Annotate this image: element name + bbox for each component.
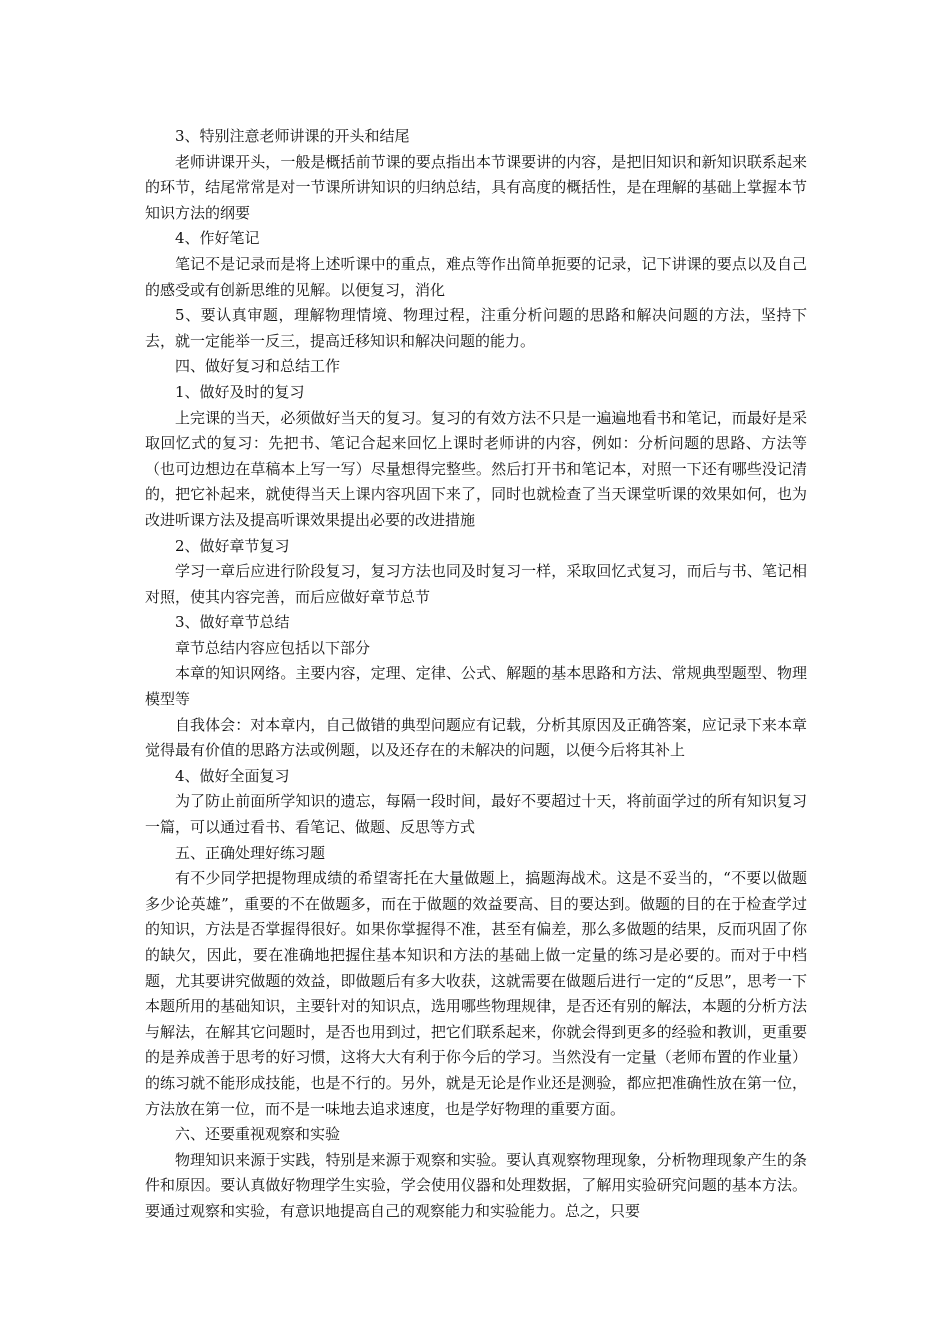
heading-4-take-notes: 4、作好笔记 (175, 229, 260, 248)
heading-2-chapter-review: 2、做好章节复习 (175, 536, 290, 555)
paragraph-summary-intro: 章节总结内容应包括以下部分 (175, 638, 371, 657)
paragraph-knowledge-network: 本章的知识网络。主要内容，定理、定律、公式、解题的基本思路和方法、常规典型题型、物理模型等 (145, 664, 807, 709)
heading-3-teacher-opening-ending: 3、特别注意老师讲课的开头和结尾 (175, 127, 410, 145)
heading-4-full-review: 4、做好全面复习 (175, 766, 290, 785)
paragraph-notes: 笔记不是记录而是将上述听课中的重点，难点等作出简单扼要的记录，记下讲课的要点以及自己的感受或有创新思维的见解。以便复习，消化 (145, 254, 807, 299)
paragraph-observation: 物理知识来源于实践，特别是来源于观察和实验。要认真观察物理现象，分析物理现象产生的条件和原因。要认真做好物理学生实验，学会使用仪器和处理数据，了解用实验研究问题的基本方法。要通过观察和实验，有意识地提高自己的观察能力和实验能力。总之，只要 (145, 1150, 807, 1220)
paragraph-exercises: 有不少同学把提物理成绩的希望寄托在大量做题上，搞题海战术。这是不妥当的，“不要以做题多少论英雄”，重要的不在做题多，而在于做题的效益要高、目的要达到。做题的目的在于检查学过的知识，方法是否掌握得很好。如果你掌握得不准，甚至有偏差，那么多做题的结果，反而巩固了你的缺欠，因此，要在准确地把握住基本知识和方法的基础上做一定量的练习是必要的。而对于中档题，尤其要讲究做题的效益，即做题后有多大收获，这就需要在做题后进行一定的“反思”，思考一下本题所用的基础知识，主要针对的知识点，选用哪些物理规律，是否还有别的解法，本题的分析方法与解法，在解其它问题时，是否也用到过，把它们联系起来，你就会得到更多的经验和教训，更重要的是养成善于思考的好习惯，这将大大有利于你今后的学习。当然没有一定量（老师布置的作业量）的练习就不能形成技能，也是不行的。另外，就是无论是作业还是测验，都应把准确性放在第一位，方法放在第一位，而不是一味地去追求速度，也是学好物理的重要方面。 (145, 869, 807, 1118)
paragraph-5-read-carefully: 5、要认真审题，理解物理情境、物理过程，注重分析问题的思路和解决问题的方法，坚持下去，就一定能举一反三，提高迁移知识和解决问题的能力。 (145, 306, 807, 350)
paragraph-self-reflection: 自我体会：对本章内，自己做错的典型问题应有记载，分析其原因及正确答案，应记录下来本章觉得最有价值的思路方法或例题，以及还存在的未解决的问题，以便今后将其补上 (145, 715, 807, 760)
paragraph-opening-ending: 老师讲课开头，一般是概括前节课的要点指出本节课要讲的内容，是把旧知识和新知识联系起来的环节，结尾常常是对一节课所讲知识的归纳总结，具有高度的概括性，是在理解的基础上掌握本节知识方法的纲要 (145, 152, 807, 222)
paragraph-timely-review: 上完课的当天，必须做好当天的复习。复习的有效方法不只是一遍遍地看书和笔记，而最好是采取回忆式的复习：先把书、笔记合起来回忆上课时老师讲的内容，例如：分析问题的思路、方法等（也可边想边在草稿本上写一写）尽量想得完整些。然后打开书和笔记本，对照一下还有哪些没记清的，把它补起来，就使得当天上课内容巩固下来了，同时也就检查了当天课堂听课的效果如何，也为改进听课方法及提高听课效果提出必要的改进措施 (145, 408, 807, 529)
document-body (145, 124, 807, 1225)
section-heading-5-exercises: 五、正确处理好练习题 (175, 843, 326, 862)
paragraph-chapter-review: 学习一章后应进行阶段复习，复习方法也同及时复习一样，采取回忆式复习，而后与书、笔记相对照，使其内容完善，而后应做好章节总节 (145, 562, 807, 606)
paragraph-full-review: 为了防止前面所学知识的遗忘，每隔一段时间，最好不要超过十天，将前面学过的所有知识复习一篇，可以通过看书、看笔记、做题、反思等方式 (145, 792, 807, 837)
section-heading-6-observation: 六、还要重视观察和实验 (175, 1125, 341, 1144)
section-heading-4-review: 四、做好复习和总结工作 (175, 357, 341, 376)
heading-1-timely-review: 1、做好及时的复习 (175, 382, 305, 401)
heading-3-chapter-summary: 3、做好章节总结 (175, 613, 290, 632)
